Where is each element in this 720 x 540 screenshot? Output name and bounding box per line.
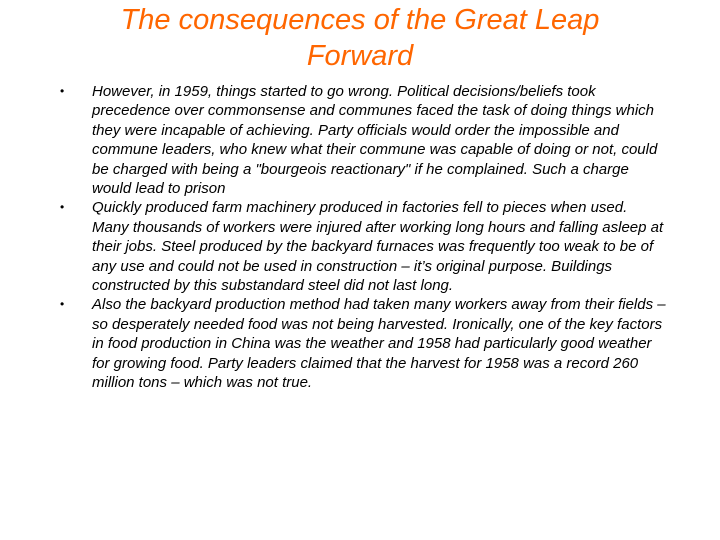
bullet-text: However, in 1959, things started to go wrong. Political decisions/beliefs took precedence over commonsense and communes faced the task of doing things which they were incapable of achieving. Party officials would order the impossible and commune leaders, who knew what their commune was capable of doing or not, could be charged with being a "bourgeois reactionary" if he complained. Such a charge would lead to prison xyxy=(92,83,658,198)
slide-title xyxy=(60,2,660,74)
bullet-text: Also the backyard production method had taken many workers away from their fields – so desperately needed food was not being harvested. Ironically, one of the key factors in food production in China was the weather and 1958 had particularly good weather for growing food. Party leaders claimed that the harvest for 1958 was a record 260 million tons – which was not true. xyxy=(92,296,666,392)
bullet-item-1 xyxy=(57,82,667,198)
bullet-icon: • xyxy=(60,297,65,312)
slide-title-line-2: Forward xyxy=(306,40,414,72)
bullet-icon: • xyxy=(60,200,65,215)
bullet-icon: • xyxy=(60,84,65,98)
slide-title-line-1: The consequences of the Great Leap xyxy=(120,4,600,36)
bullet-text: Quickly produced farm machinery produced in factories fell to pieces when used. Many thousands of workers were injured after working long hours and falling asleep at their jobs. Steel produced by the backyard furnaces was frequently too weak to be of any use and could not be used in construction – it’s original purpose. Buildings constructed by this substandard steel did not last long. xyxy=(92,199,664,295)
bullet-list xyxy=(57,82,667,393)
bullet-item-3 xyxy=(57,295,667,392)
bullet-item-2 xyxy=(57,198,667,295)
